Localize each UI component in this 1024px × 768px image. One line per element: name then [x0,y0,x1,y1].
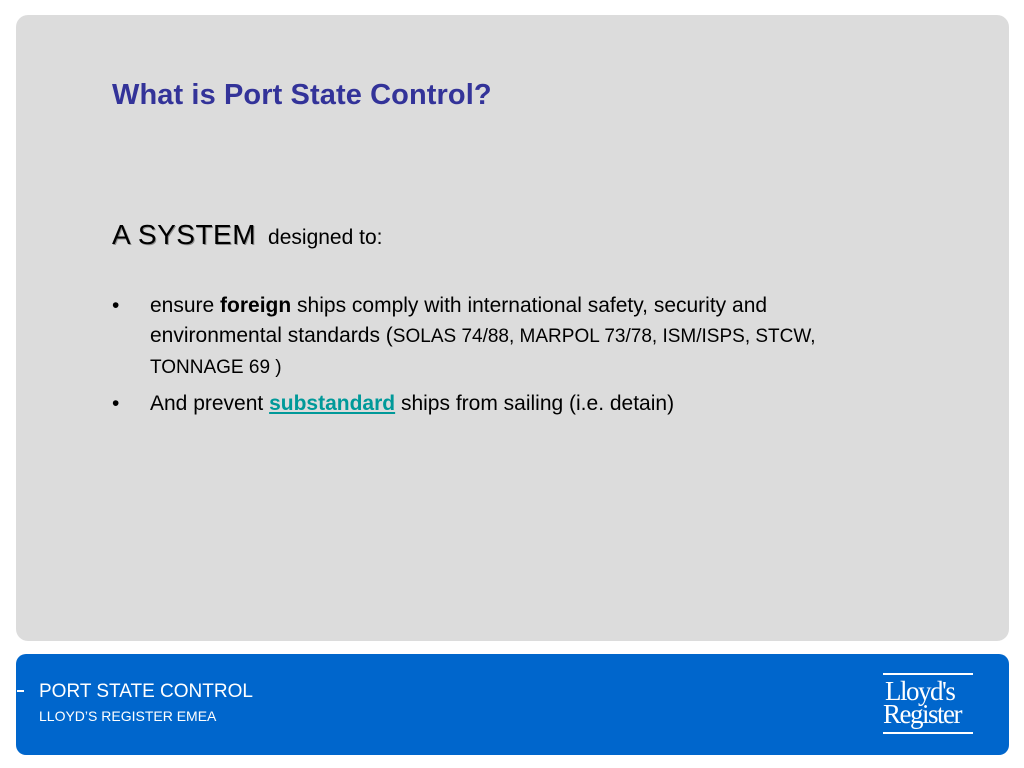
logo-rule-top [883,673,973,675]
bullet-item [112,291,892,383]
bullet-text-post: ships from sailing (i.e. detain) [395,392,675,415]
bullet-marker: • [112,392,120,415]
bullet-item [112,389,892,419]
bullet-marker: • [112,294,120,317]
bullet-list [112,291,892,419]
slide-title: What is Port State Control? [112,79,492,111]
bullet-conventions: SOLAS 74/88, MARPOL 73/78, ISM/ISPS, STCW, TONNAGE 69 ) [150,326,816,378]
lloyds-register-logo [883,673,975,735]
bullet-text-mid: ships comply with international safety, security and environmental standards ( [150,294,768,347]
logo-line-2: Register [883,699,961,729]
footer-dash [17,690,24,692]
footer-title: PORT STATE CONTROL [39,681,253,702]
bullet-text-pre: ensure [150,294,221,317]
substandard-link[interactable]: substandard [269,392,396,415]
intro-designed-text: designed to: [268,226,383,249]
logo-rule-bottom [883,732,973,734]
intro-line [112,219,382,251]
bullet-text-pre: And prevent [150,392,270,415]
bullet-bold-word: foreign [220,294,292,317]
logo-line-1: Lloyd's [885,676,955,706]
footer-bar [16,654,1009,755]
footer-subtitle: LLOYD’S REGISTER EMEA [39,708,217,724]
intro-system-text: A SYSTEM [112,219,257,250]
